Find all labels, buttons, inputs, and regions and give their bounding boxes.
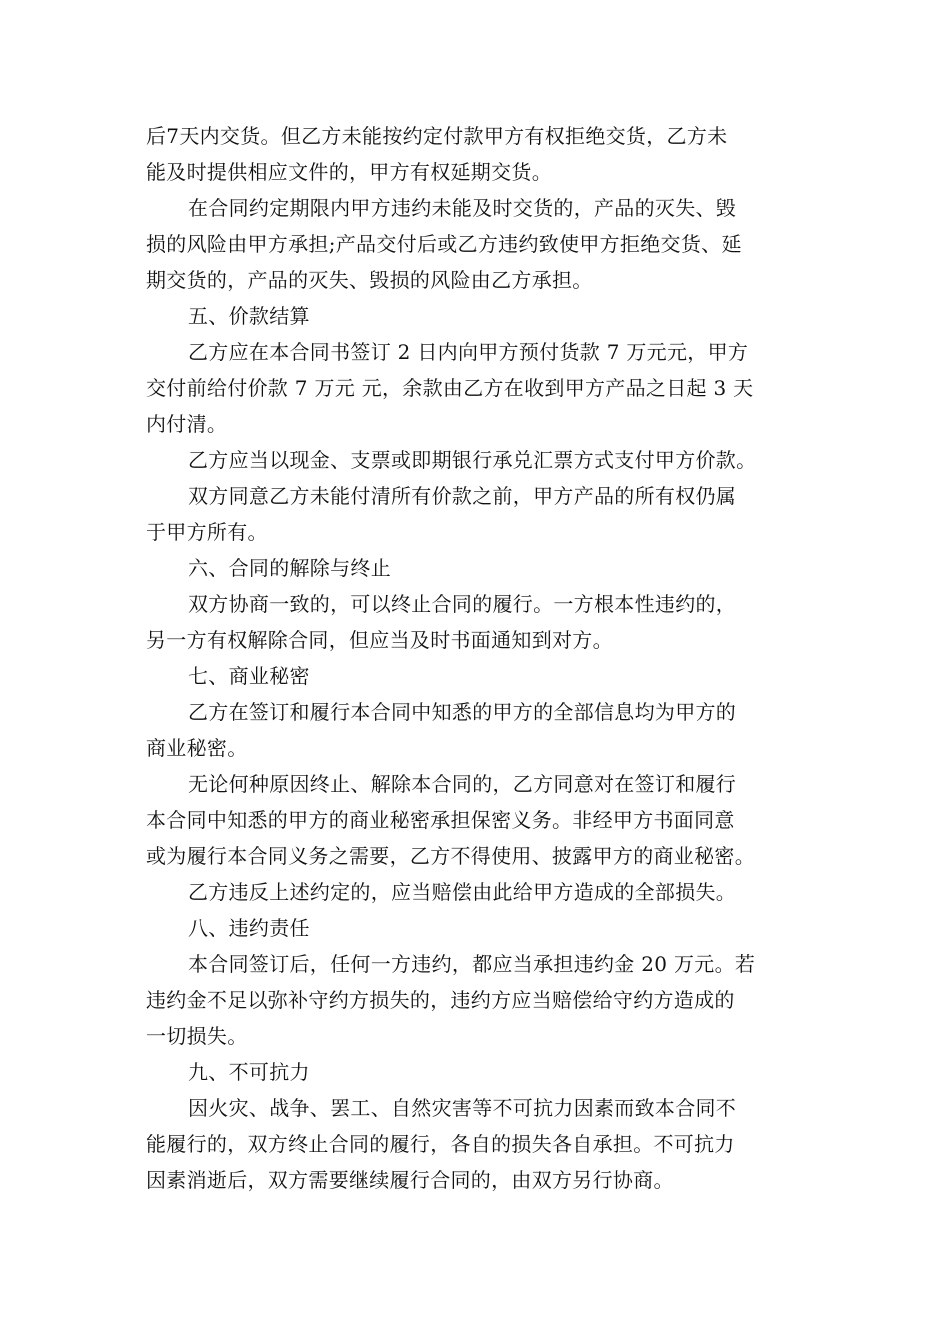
paragraph-start-line: 乙方应当以现金、支票或即期银行承兑汇票方式支付甲方价款。 [188,448,757,472]
section-heading-5: 五、价款结算 [188,304,310,328]
section-heading-8: 八、违约责任 [188,916,310,940]
body-line: 能履行的，双方终止合同的履行，各自的损失各自承担。不可抗力 [146,1132,735,1156]
body-line: 后7天内交货。但乙方未能按约定付款甲方有权拒绝交货，乙方未 [146,124,728,148]
body-line: 期交货的，产品的灭失、毁损的风险由乙方承担。 [146,268,593,292]
body-line: 另一方有权解除合同，但应当及时书面通知到对方。 [146,628,613,652]
section-heading-6: 六、合同的解除与终止 [188,556,391,580]
paragraph-start-line: 双方同意乙方未能付清所有价款之前，甲方产品的所有权仍属 [188,484,737,508]
section-heading-7: 七、商业秘密 [188,664,310,688]
body-line: 一切损失。 [146,1024,248,1048]
paragraph-start-line: 无论何种原因终止、解除本合同的，乙方同意对在签订和履行 [188,772,737,796]
paragraph-start-line: 因火灾、战争、罢工、自然灾害等不可抗力因素而致本合同不 [188,1096,737,1120]
paragraph-start-line: 双方协商一致的，可以终止合同的履行。一方根本性违约的， [188,592,737,616]
paragraph-start-line: 乙方应在本合同书签订 2 日内向甲方预付货款 7 万元元，甲方 [188,340,749,364]
body-line: 交付前给付价款 7 万元 元，余款由乙方在收到甲方产品之日起 3 天 [146,376,754,400]
body-line: 内付清。 [146,412,228,436]
paragraph-start-line: 本合同签订后，任何一方违约，都应当承担违约金 20 万元。若 [188,952,756,976]
body-line: 因素消逝后，双方需要继续履行合同的，由双方另行协商。 [146,1168,674,1192]
body-line: 能及时提供相应文件的，甲方有权延期交货。 [146,160,552,184]
body-line: 违约金不足以弥补守约方损失的，违约方应当赔偿给守约方造成的 [146,988,735,1012]
paragraph-start-line: 乙方在签订和履行本合同中知悉的甲方的全部信息均为甲方的 [188,700,737,724]
paragraph-start-line: 在合同约定期限内甲方违约未能及时交货的，产品的灭失、毁 [188,196,737,220]
section-heading-9: 九、不可抗力 [188,1060,310,1084]
body-line: 于甲方所有。 [146,520,268,544]
body-line: 本合同中知悉的甲方的商业秘密承担保密义务。非经甲方书面同意 [146,808,735,832]
body-line: 损的风险由甲方承担;产品交付后或乙方违约致使甲方拒绝交货、延 [146,232,742,256]
paragraph-start-line: 乙方违反上述约定的，应当赔偿由此给甲方造成的全部损失。 [188,880,737,904]
body-line: 或为履行本合同义务之需要，乙方不得使用、披露甲方的商业秘密。 [146,844,755,868]
body-line: 商业秘密。 [146,736,248,760]
